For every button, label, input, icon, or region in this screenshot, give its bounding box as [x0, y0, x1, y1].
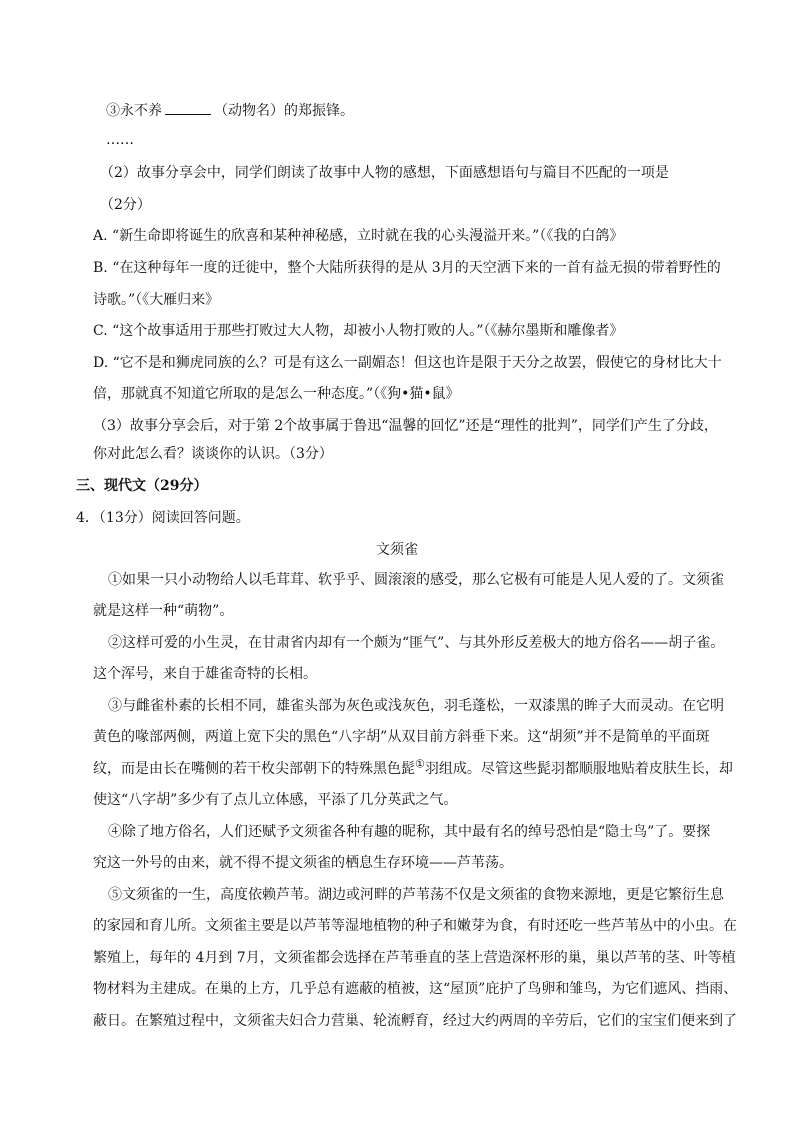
- footnote-marker: ①: [415, 757, 425, 771]
- paragraph-3: ③与雌雀朴素的长相不同，雄雀头部为灰色或浅灰色，羽毛蓬松，一双漆黑的眸子大而灵动。在它明: [108, 698, 724, 714]
- paragraph-5-cont: 的家园和育儿所。文须雀主要是以芦苇等湿地植物的种子和嫩芽为食，有时还吃一些芦苇丛中的小虫。在: [93, 918, 737, 934]
- question-3-stem-cont: 你对此怎么看？谈谈你的认识。（3分）: [93, 446, 333, 462]
- article-title: 文须雀: [376, 542, 418, 558]
- option-d-cont: 倍，那就真不知道它所取的是怎么一种态度。”（《狗•猫•鼠》: [93, 386, 460, 402]
- paragraph-5: ⑤文须雀的一生，高度依赖芦苇。湖边或河畔的芦苇荡不仅是文须雀的食物来源地，更是它繁衍生息: [108, 887, 724, 903]
- question-2-score: （2分）: [100, 197, 151, 213]
- paragraph-5-cont: 繁殖上，每年的 4月到 7月，文须雀都会选择在芦苇垂直的茎上营造深杯形的巢，巢以芦苇的茎、叶等植: [93, 950, 736, 966]
- answer-blank[interactable]: [165, 100, 211, 115]
- section-heading: 三、现代文（29分）: [76, 478, 208, 494]
- option-c: C. “这个故事适用于那些打败过大人物，却被小人物打败的人。”（《赫尔墨斯和雕像者》: [93, 323, 624, 339]
- item-text: （动物名）的郑振锋。: [214, 103, 354, 119]
- question-3-stem: （3）故事分享会后，对于第 2个故事属于鲁迅“温馨的回忆”还是“理性的批判”，同学们产生了分歧，: [93, 418, 718, 434]
- option-a: A. “新生命即将诞生的欣喜和某种神秘感，立时就在我的心头漫溢开来。”（《我的白鸽》: [93, 228, 624, 244]
- option-b: B. “在这种每年一度的迁徙中，整个大陆所获得的是从 3月的天空洒下来的一首有益无损的带着野性的: [93, 260, 721, 276]
- paragraph-3-cont: 使这“八字胡”多少有了点儿立体感，平添了几分英武之气。: [93, 792, 458, 808]
- option-d: D. “它不是和狮虎同族的么？可是有这么一副媚态！但这也许是限于天分之故罢，假使它的身材比大十: [93, 355, 722, 371]
- paragraph-4-cont: 究这一外号的由来，就不得不提文须雀的栖息生存环境——芦苇荡。: [93, 855, 513, 871]
- ellipsis: ……: [106, 132, 134, 148]
- paragraph-3-cont: [93, 757, 733, 779]
- question-4-stem: 4．（13分）阅读回答问题。: [76, 510, 250, 526]
- item-text: ③永不养: [106, 103, 162, 119]
- question-item-3: [106, 100, 736, 121]
- text-run: 纹，而是由长在嘴侧的若干枚尖部朝下的特殊黑色髭: [93, 761, 415, 777]
- paragraph-4: ④除了地方俗名，人们还赋予文须雀各种有趣的昵称，其中最有名的绰号恐怕是“隐士鸟”了。要探: [108, 824, 711, 840]
- question-2-stem: （2）故事分享会中，同学们朗读了故事中人物的感想，下面感想语句与篇目不匹配的一项是: [100, 165, 669, 181]
- paragraph-5-cont: 物材料为主建成。在巢的上方，几乎总有遮蔽的植被，这“屋顶”庇护了鸟卵和雏鸟，为它们遮风、挡雨、: [93, 981, 738, 997]
- paragraph-1-cont: 就是这样一种“萌物”。: [93, 603, 234, 619]
- paragraph-5-cont: 蔽日。在繁殖过程中，文须雀夫妇合力营巢、轮流孵育，经过大约两周的辛劳后，它们的宝宝们便来到了: [93, 1013, 737, 1029]
- option-b-cont: 诗歌。”（《大雁归来》: [93, 292, 220, 308]
- paragraph-2-cont: 这个浑号，来自于雄雀奇特的长相。: [93, 666, 317, 682]
- paragraph-1: ①如果一只小动物给人以毛茸茸、软乎乎、圆滚滚的感受，那么它极有可能是人见人爱的了。文须雀: [108, 572, 724, 588]
- text-run: 羽组成。尽管这些髭羽都顺服地贴着皮肤生长，却: [424, 761, 733, 777]
- paragraph-3-cont: 黄色的喙部两侧，两道上宽下尖的黑色“八字胡”从双目前方斜垂下来。这“胡须”并不是简单的平面斑: [93, 729, 710, 745]
- paragraph-2: ②这样可爱的小生灵，在甘肃省内却有一个颇为“匪气”、与其外形反差极大的地方俗名——胡子雀。: [108, 635, 725, 651]
